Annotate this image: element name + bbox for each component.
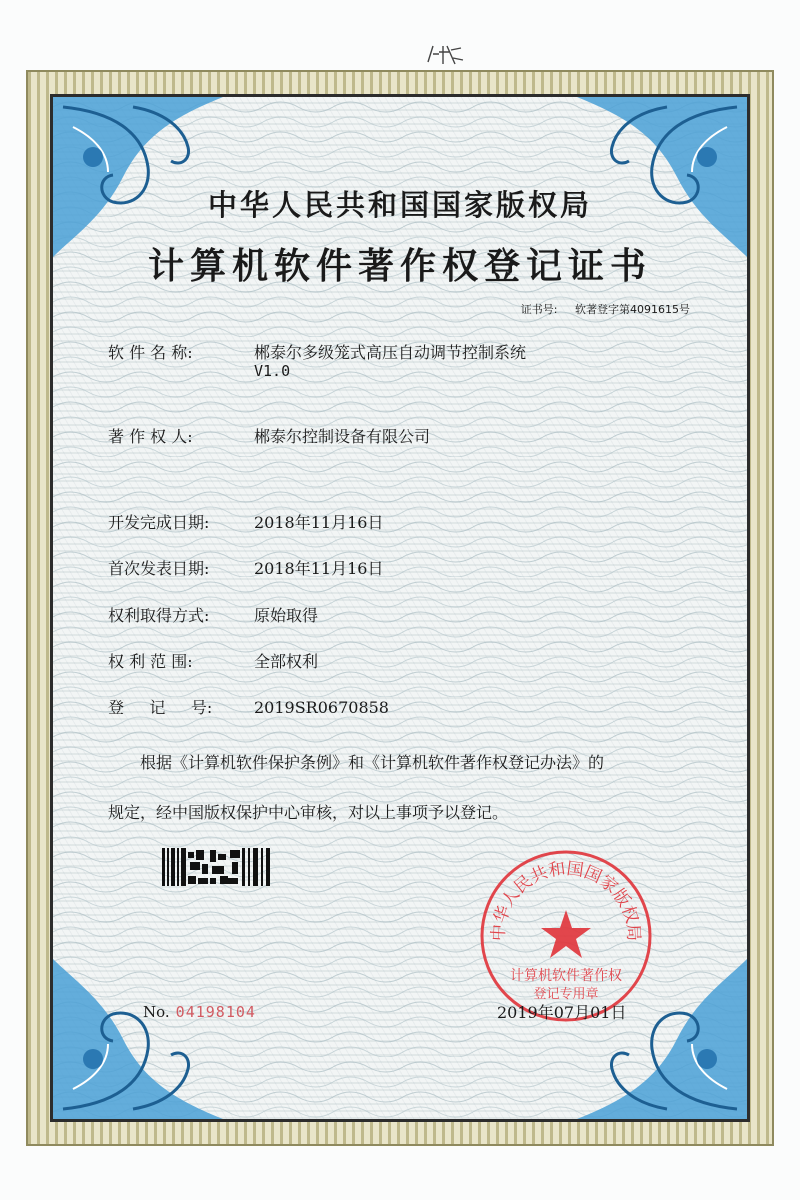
certificate-number-value: 软著登字第4091615号 bbox=[575, 303, 690, 316]
issue-date: 2019年07月01日 bbox=[497, 1003, 627, 1022]
serial-number bbox=[143, 1003, 256, 1021]
certificate-number bbox=[521, 301, 690, 317]
pub-date-label: 首次发表日期: bbox=[108, 559, 210, 578]
pub-date-value: 2018年11月16日 bbox=[254, 559, 384, 578]
seal-star bbox=[541, 910, 591, 958]
seal-inner-line-1: 计算机软件著作权 bbox=[510, 968, 622, 984]
owner-value: 郴泰尔控制设备有限公司 bbox=[254, 427, 431, 446]
corner-ornament-bottom-left bbox=[53, 959, 223, 1119]
acquisition-label: 权利取得方式: bbox=[108, 606, 210, 625]
reg-no-value: 2019SR0670858 bbox=[254, 698, 389, 717]
seal-outer-text: 中华人民共和国国家版权局 bbox=[488, 858, 644, 942]
software-name-label: 软 件 名 称: bbox=[108, 343, 193, 362]
reg-no-label: 登 记 号: bbox=[108, 698, 213, 717]
field-acquisition bbox=[108, 603, 318, 626]
certificate-title: 计算机软件著作权登记证书 bbox=[147, 246, 652, 287]
serial-label: No. bbox=[143, 1003, 170, 1021]
dev-date-label: 开发完成日期: bbox=[108, 513, 210, 532]
official-seal bbox=[478, 848, 654, 1024]
field-dev-date bbox=[108, 510, 383, 533]
field-software-name bbox=[108, 340, 527, 380]
scope-value: 全部权利 bbox=[254, 652, 319, 671]
authority-title: 中华人民共和国国家版权局 bbox=[207, 188, 592, 222]
field-owner bbox=[108, 424, 430, 447]
corner-ornament-top-left bbox=[53, 97, 223, 257]
owner-label: 著 作 权 人: bbox=[108, 427, 193, 446]
software-name-value: 郴泰尔多级笼式高压自动调节控制系统 bbox=[254, 343, 527, 362]
statement-line-2: 规定，经中国版权保护中心审核，对以上事项予以登记。 bbox=[108, 803, 509, 822]
acquisition-value: 原始取得 bbox=[254, 606, 319, 625]
certificate-number-label: 证书号: bbox=[520, 303, 558, 316]
field-scope bbox=[108, 649, 318, 672]
barcode bbox=[162, 848, 274, 886]
field-reg-no bbox=[108, 695, 389, 718]
seal-inner-line-2: 登记专用章 bbox=[533, 987, 599, 1002]
statement-line-1: 根据《计算机软件保护条例》和《计算机软件著作权登记办法》的 bbox=[140, 753, 605, 772]
handwritten-mark bbox=[425, 42, 465, 68]
statement bbox=[108, 738, 728, 838]
serial-value: 04198104 bbox=[175, 1003, 256, 1021]
software-version: V1.0 bbox=[254, 362, 291, 380]
dev-date-value: 2018年11月16日 bbox=[254, 513, 384, 532]
corner-ornament-top-right bbox=[577, 97, 747, 257]
scope-label: 权 利 范 围: bbox=[108, 652, 193, 671]
field-pub-date bbox=[108, 556, 383, 579]
